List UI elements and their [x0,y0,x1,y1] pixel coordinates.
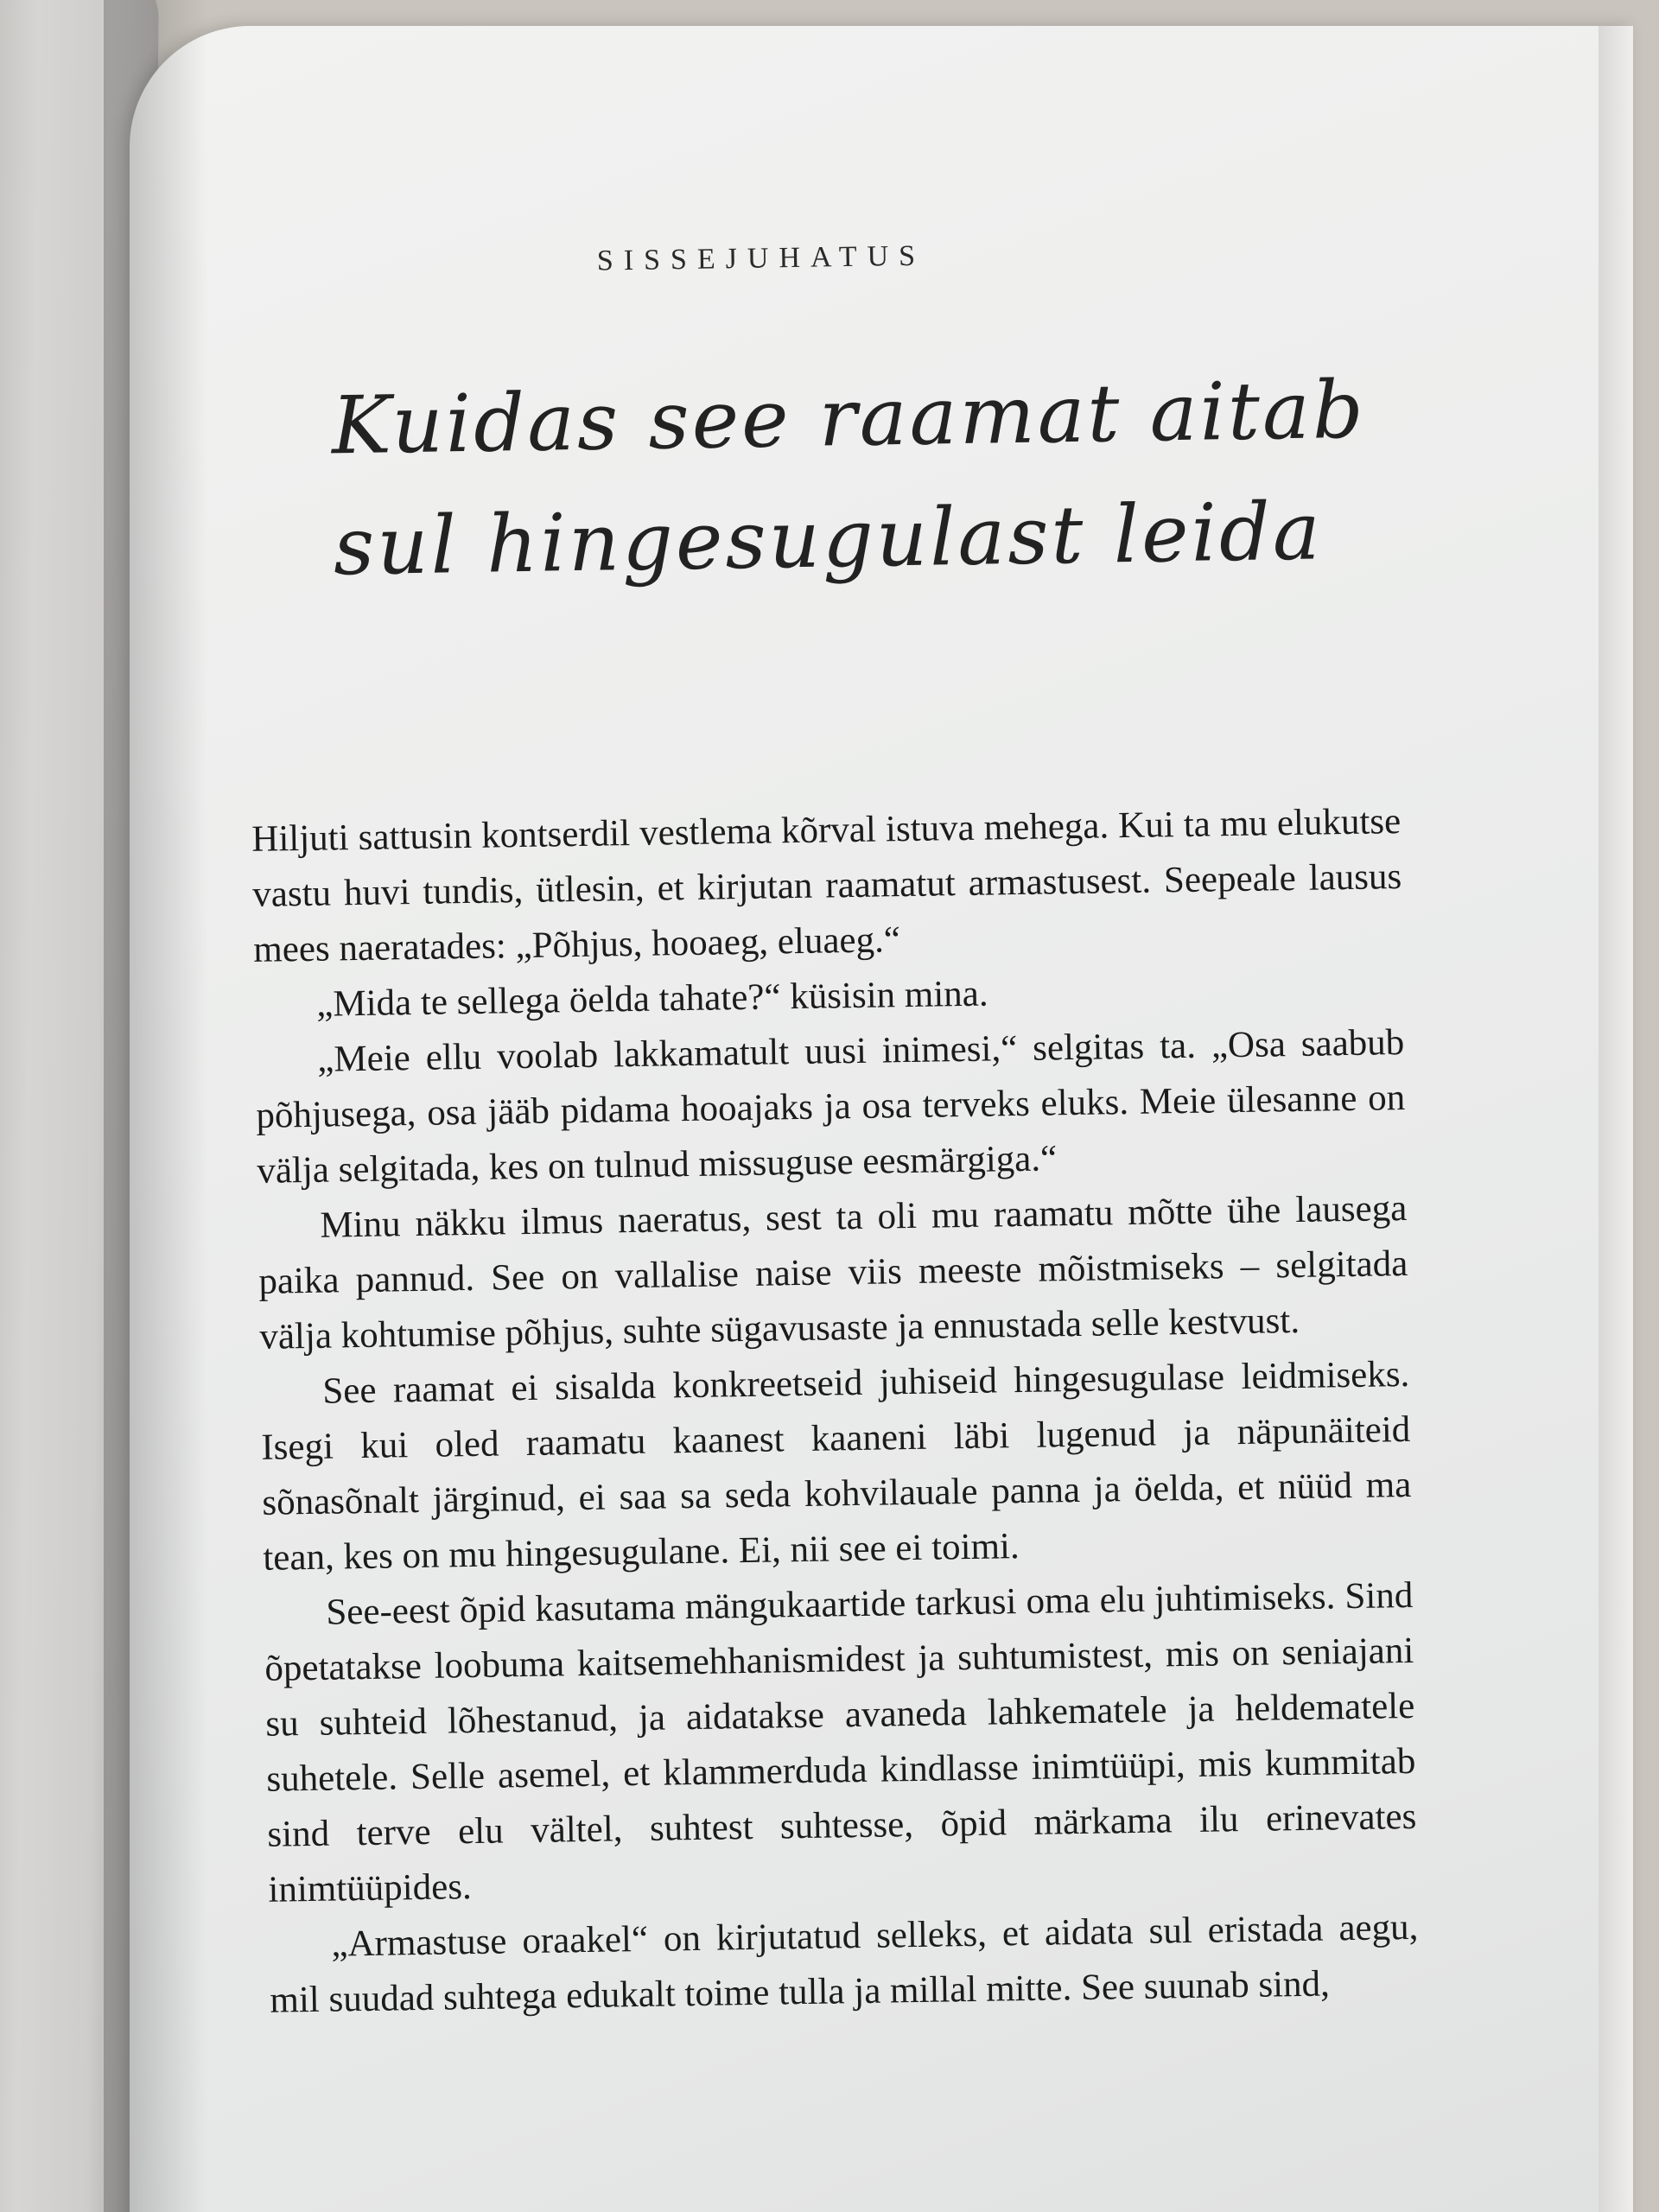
paragraph: Hiljuti sattusin kontserdil vestlema kõrval istuva mehega. Kui ta mu elukutse vastu huvi tundis, ütlesin, et kirjutan raamatut armastusest. Seepeale lausus mees naeratades: „Põhjus, hooaeg, eluaeg.“ [251,801,1402,970]
paragraph: See-eest õpid kasutama mängukaartide tarkusi oma elu juhtimiseks. Sind õpetatakse loobuma kaitsemehhanismidest ja suhtumistest, mis on seniajani su suhteid lõhestanud, ja aidatakse avaneda lahkematele ja heldematele suhetele. Selle asemel, et klammerduda kindlasse inimtüüpi, mis kummitab sind terve elu vältel, suhtest suhtesse, õpid märkama ilu erinevates inimtüüpides. [264,1574,1417,1910]
book-page [130,26,1633,2212]
chapter-label: SISSEJUHATUS [596,239,926,277]
paragraph: See raamat ei sisalda konkreetseid juhiseid hingesugulase leidmiseks. Isegi kui oled raamatu kaanest kaaneni läbi lugenud ja näpunäiteid sõnasõnalt järginud, ei saa sa seda kohvilauale panna ja öelda, et nüüd ma tean, kes on mu hingesugulane. Ei, nii see ei toimi. [261,1353,1412,1579]
page-content [242,197,1452,2021]
title-line: sul hingesugulast leida [333,485,1324,594]
chapter-title [331,350,1369,608]
paragraph: Minu näkku ilmus naeratus, sest ta oli mu raamatu mõtte ühe lausega paika pannud. See on vallalise naise viis meeste mõistmiseks – selgitada välja kohtumise põhjus, suhte sügavusaste ja ennustada selle kestvust. [258,1187,1408,1357]
page-edge [1599,26,1633,2212]
paragraph: „Meie ellu voolab lakkamatult uusi inimesi,“ selgitas ta. „Osa saabub põhjusega, osa jääb pidama hooajaks ja osa terveks eluks. Meie ülesanne on välja selgitada, kes on tulnud missuguse eesmärgiga.“ [255,1021,1406,1192]
paragraph: „Mida te sellega öelda tahate?“ küsisin mina. [315,973,988,1025]
gutter-shadow [104,0,207,2212]
body-text [251,794,1420,2029]
paragraph: „Armastuse oraakel“ on kirjutatud selleks, et aidata sul eristada aegu, mil suudad suhtega edukalt toime tulla ja millal mitte. See suunab sind, [270,1906,1419,2021]
title-line: Kuidas see raamat aitab [330,363,1367,473]
